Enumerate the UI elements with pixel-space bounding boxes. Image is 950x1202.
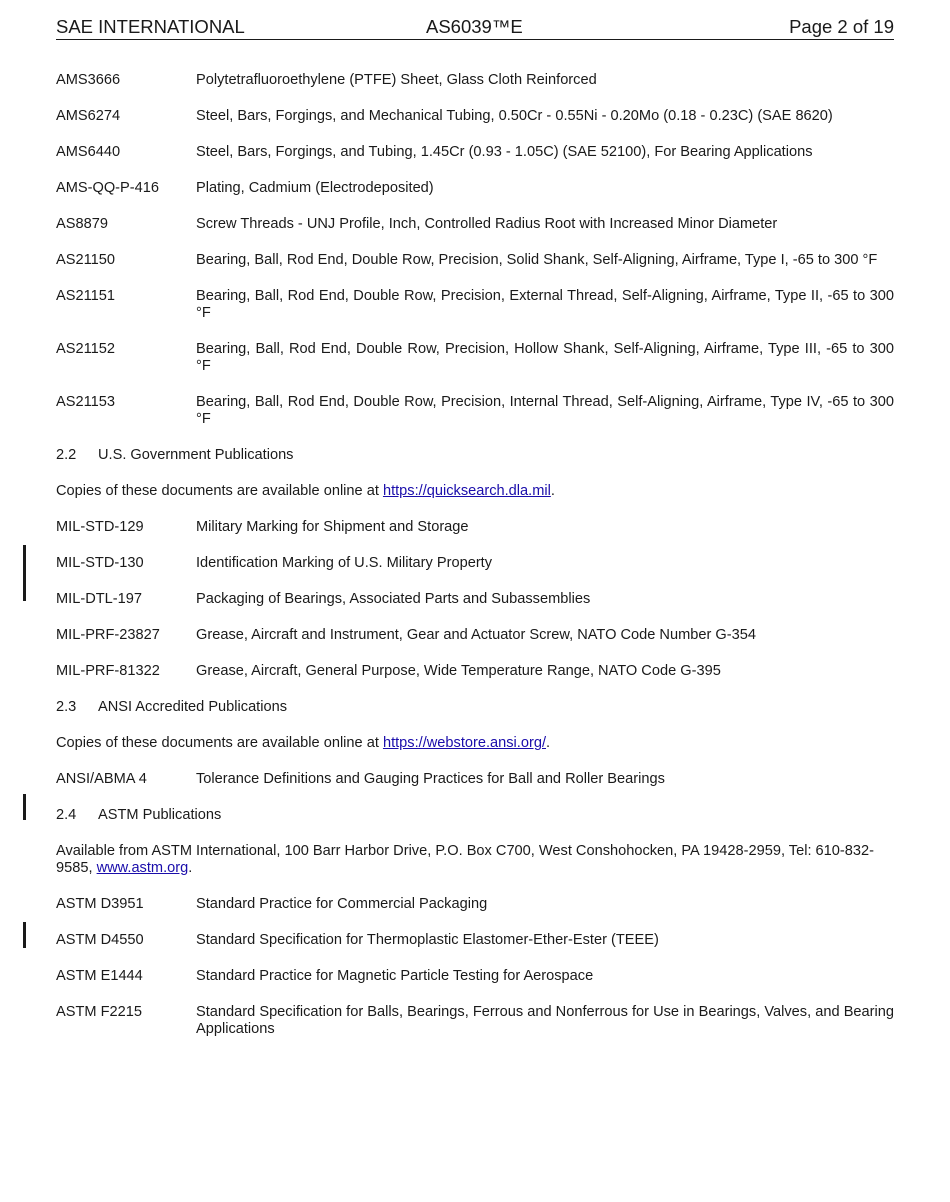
reference-title: Screw Threads - UNJ Profile, Inch, Controlled Radius Root with Increased Minor Diameter <box>196 216 778 232</box>
reference-row <box>56 180 894 197</box>
reference-code: AS8879 <box>56 216 108 232</box>
reference-code: MIL-PRF-81322 <box>56 663 160 679</box>
reference-row <box>56 341 894 375</box>
note-suffix: . <box>546 735 551 751</box>
reference-row <box>56 771 894 788</box>
revision-change-bar <box>23 922 26 948</box>
references-body <box>56 72 894 1057</box>
reference-title: Tolerance Definitions and Gauging Practices for Ball and Roller Bearings <box>196 771 665 787</box>
reference-title: Plating, Cadmium (Electrodeposited) <box>196 180 434 196</box>
ams-reference-list <box>56 72 894 428</box>
reference-row <box>56 288 894 322</box>
reference-code: AMS6440 <box>56 144 121 160</box>
reference-row <box>56 216 894 233</box>
section-note-2-3 <box>56 735 894 752</box>
reference-code: MIL-STD-130 <box>56 555 144 571</box>
reference-code: ASTM E1444 <box>56 968 143 984</box>
reference-code: MIL-STD-129 <box>56 519 144 535</box>
document-page <box>56 0 894 1202</box>
reference-code: MIL-DTL-197 <box>56 591 142 607</box>
section-title: U.S. Government Publications <box>98 447 294 463</box>
header-org: SAE INTERNATIONAL <box>56 16 245 37</box>
reference-code: ANSI/ABMA 4 <box>56 771 147 787</box>
reference-title: Bearing, Ball, Rod End, Double Row, Precision, Solid Shank, Self-Aligning, Airframe, Type I, -65 to 300 °F <box>196 252 878 268</box>
ansi-reference-list <box>56 771 894 788</box>
page-header <box>56 17 894 40</box>
reference-code: AS21151 <box>56 288 115 304</box>
reference-code: ASTM F2215 <box>56 1004 142 1020</box>
gov-reference-list <box>56 519 894 680</box>
reference-title: Military Marking for Shipment and Storage <box>196 519 469 535</box>
reference-row <box>56 932 894 949</box>
reference-row <box>56 252 894 269</box>
reference-title: Standard Practice for Commercial Packaging <box>196 896 488 912</box>
reference-row <box>56 108 894 125</box>
reference-row <box>56 627 894 644</box>
reference-code: AS21153 <box>56 394 115 410</box>
reference-code: AS21152 <box>56 341 115 357</box>
reference-row <box>56 394 894 428</box>
note-text: Copies of these documents are available online at <box>56 735 383 751</box>
section-title: ANSI Accredited Publications <box>98 699 288 715</box>
reference-title: Grease, Aircraft, General Purpose, Wide Temperature Range, NATO Code G-395 <box>196 663 721 679</box>
reference-title: Steel, Bars, Forgings, and Tubing, 1.45Cr (0.93 - 1.05C) (SAE 52100), For Bearing Applications <box>196 144 813 160</box>
reference-code: AS21150 <box>56 252 115 268</box>
section-heading-2-3 <box>56 699 894 716</box>
section-note-2-4 <box>56 843 894 877</box>
reference-row <box>56 896 894 913</box>
reference-code: AMS-QQ-P-416 <box>56 180 159 196</box>
note-text: Available from ASTM International, 100 Barr Harbor Drive, P.O. Box C700, West Conshohocken, PA 19428-2959, Tel: 610-832-9585, <box>56 843 874 876</box>
revision-change-bar <box>23 545 26 601</box>
reference-title: Bearing, Ball, Rod End, Double Row, Precision, Internal Thread, Self-Aligning, Airframe, Type IV, -65 to 300 °F <box>196 394 894 427</box>
reference-code: MIL-PRF-23827 <box>56 627 160 643</box>
section-number: 2.3 <box>56 699 77 715</box>
section-title: ASTM Publications <box>98 807 222 823</box>
section-note-2-2 <box>56 483 894 500</box>
ansi-webstore-link[interactable]: https://webstore.ansi.org/ <box>382 735 546 751</box>
reference-title: Grease, Aircraft and Instrument, Gear and Actuator Screw, NATO Code Number G-354 <box>196 627 756 643</box>
reference-title: Standard Specification for Thermoplastic Elastomer-Ether-Ester (TEEE) <box>196 932 659 948</box>
reference-title: Steel, Bars, Forgings, and Mechanical Tubing, 0.50Cr - 0.55Ni - 0.20Mo (0.18 - 0.23C) (SAE 8620) <box>196 108 833 124</box>
reference-code: AMS3666 <box>56 72 121 88</box>
reference-row <box>56 663 894 680</box>
reference-row <box>56 1004 894 1038</box>
reference-title: Packaging of Bearings, Associated Parts and Subassemblies <box>196 591 591 607</box>
reference-title: Standard Specification for Balls, Bearings, Ferrous and Nonferrous for Use in Bearings, Valves, and Bearing Applications <box>196 1004 894 1037</box>
astm-reference-list <box>56 896 894 1038</box>
reference-code: ASTM D3951 <box>56 896 144 912</box>
reference-row <box>56 72 894 89</box>
reference-title: Bearing, Ball, Rod End, Double Row, Precision, External Thread, Self-Aligning, Airframe, Type II, -65 to 300 °F <box>196 288 894 321</box>
reference-code: ASTM D4550 <box>56 932 144 948</box>
reference-title: Bearing, Ball, Rod End, Double Row, Precision, Hollow Shank, Self-Aligning, Airframe, Type III, -65 to 300 °F <box>196 341 894 374</box>
reference-row <box>56 555 894 572</box>
astm-website-link[interactable]: www.astm.org <box>96 860 189 876</box>
revision-change-bar <box>23 794 26 820</box>
section-heading-2-2 <box>56 447 894 464</box>
reference-code: AMS6274 <box>56 108 121 124</box>
dla-quicksearch-link[interactable]: https://quicksearch.dla.mil <box>382 483 551 499</box>
section-number: 2.2 <box>56 447 77 463</box>
header-doc-number: AS6039™E <box>426 16 523 37</box>
note-suffix: . <box>550 483 555 499</box>
note-text: Copies of these documents are available online at <box>56 483 383 499</box>
reference-row <box>56 591 894 608</box>
reference-row <box>56 968 894 985</box>
reference-title: Standard Practice for Magnetic Particle Testing for Aerospace <box>196 968 594 984</box>
note-suffix: . <box>188 860 193 876</box>
header-page-number: Page 2 of 19 <box>789 16 894 37</box>
reference-row <box>56 519 894 536</box>
reference-row <box>56 144 894 161</box>
section-number: 2.4 <box>56 807 77 823</box>
section-heading-2-4 <box>56 807 894 824</box>
reference-title: Identification Marking of U.S. Military Property <box>196 555 493 571</box>
reference-title: Polytetrafluoroethylene (PTFE) Sheet, Glass Cloth Reinforced <box>196 72 597 88</box>
